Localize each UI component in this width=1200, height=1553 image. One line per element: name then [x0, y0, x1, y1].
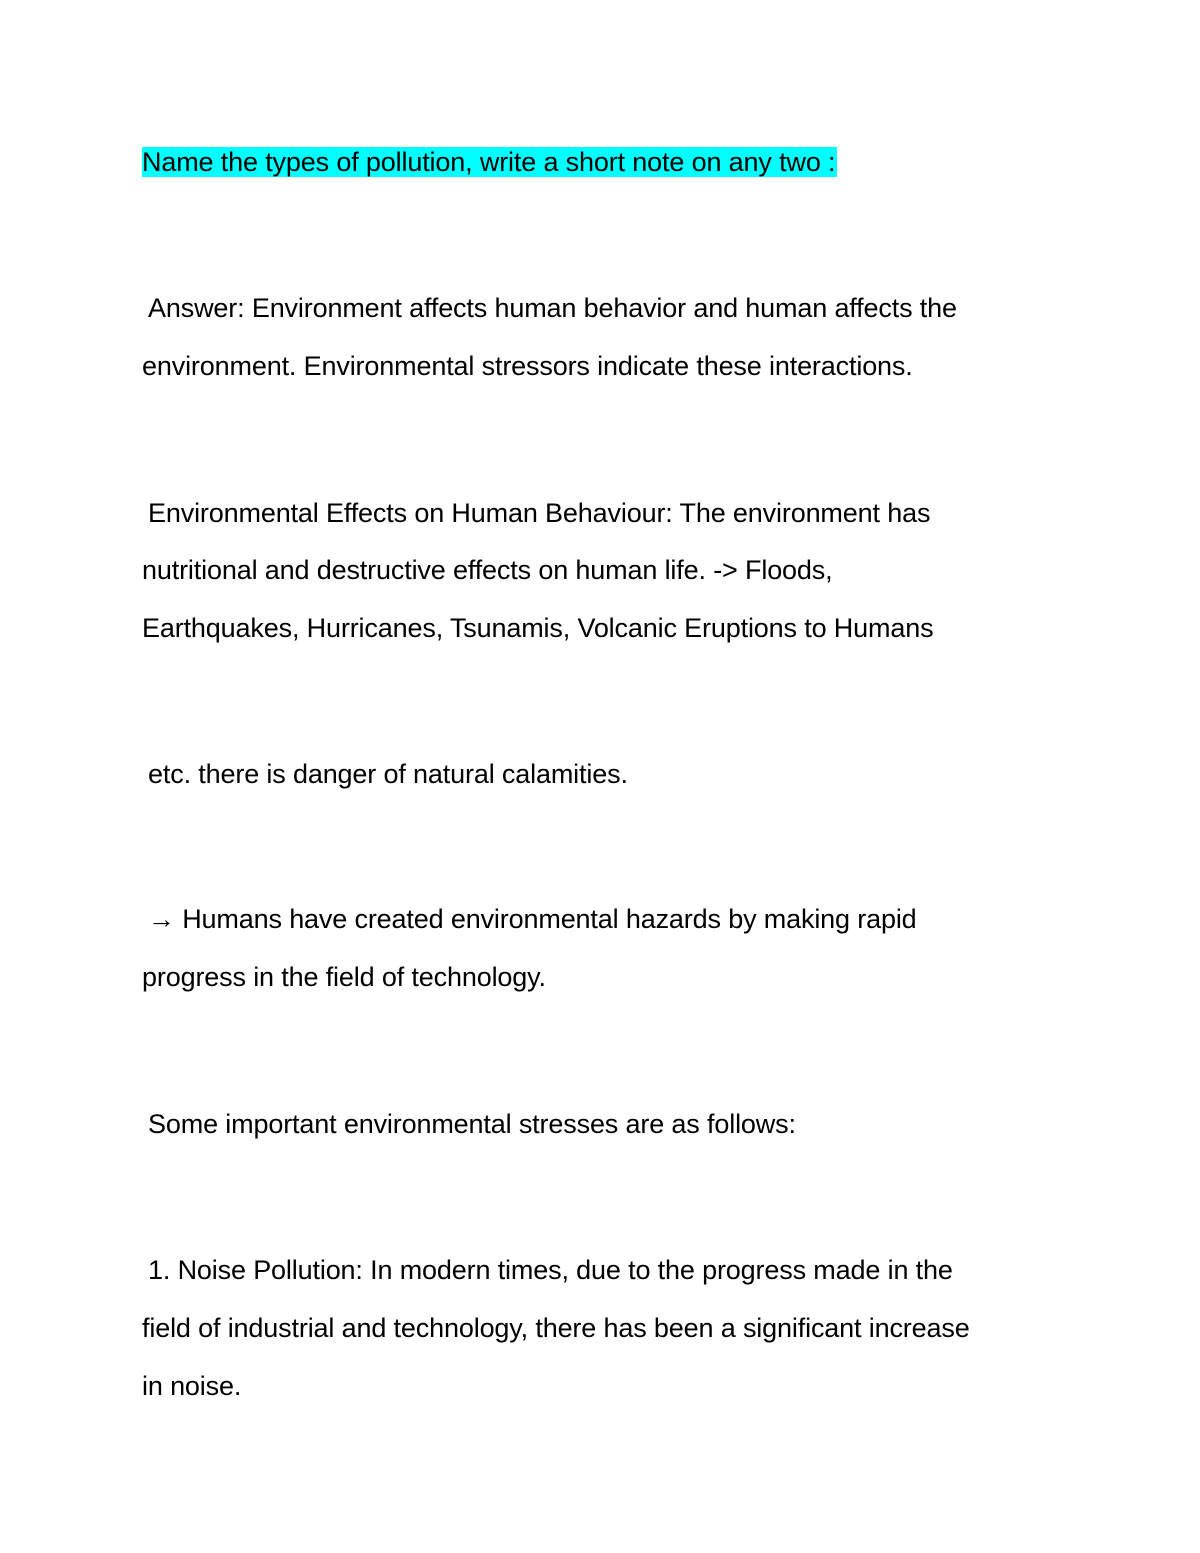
noise-line-2: field of industrial and technology, there has been a significant increase — [142, 1313, 970, 1343]
effects-line-3: Earthquakes, Hurricanes, Tsunamis, Volcanic Eruptions to Humans — [142, 613, 934, 643]
noise-line-3: in noise. — [142, 1371, 242, 1401]
answer-line-1: Answer: Environment affects human behavior and human affects the — [148, 293, 957, 323]
effects-line-1: Environmental Effects on Human Behaviour: The environment has — [148, 498, 931, 528]
question-highlight: Name the types of pollution, write a short note on any two : — [142, 147, 836, 177]
hazards-line-1: → Humans have created environmental hazards by making rapid — [148, 904, 917, 934]
hazards-line-2: progress in the field of technology. — [142, 962, 546, 992]
calamities-line: etc. there is danger of natural calamities. — [148, 759, 628, 789]
noise-line-1: 1. Noise Pollution: In modern times, due to the progress made in the — [148, 1255, 953, 1285]
stresses-intro: Some important environmental stresses are as follows: — [148, 1109, 796, 1139]
question-heading — [142, 144, 837, 180]
answer-line-2: environment. Environmental stressors indicate these interactions. — [142, 351, 913, 381]
effects-line-2: nutritional and destructive effects on human life. -> Floods, — [142, 555, 833, 585]
